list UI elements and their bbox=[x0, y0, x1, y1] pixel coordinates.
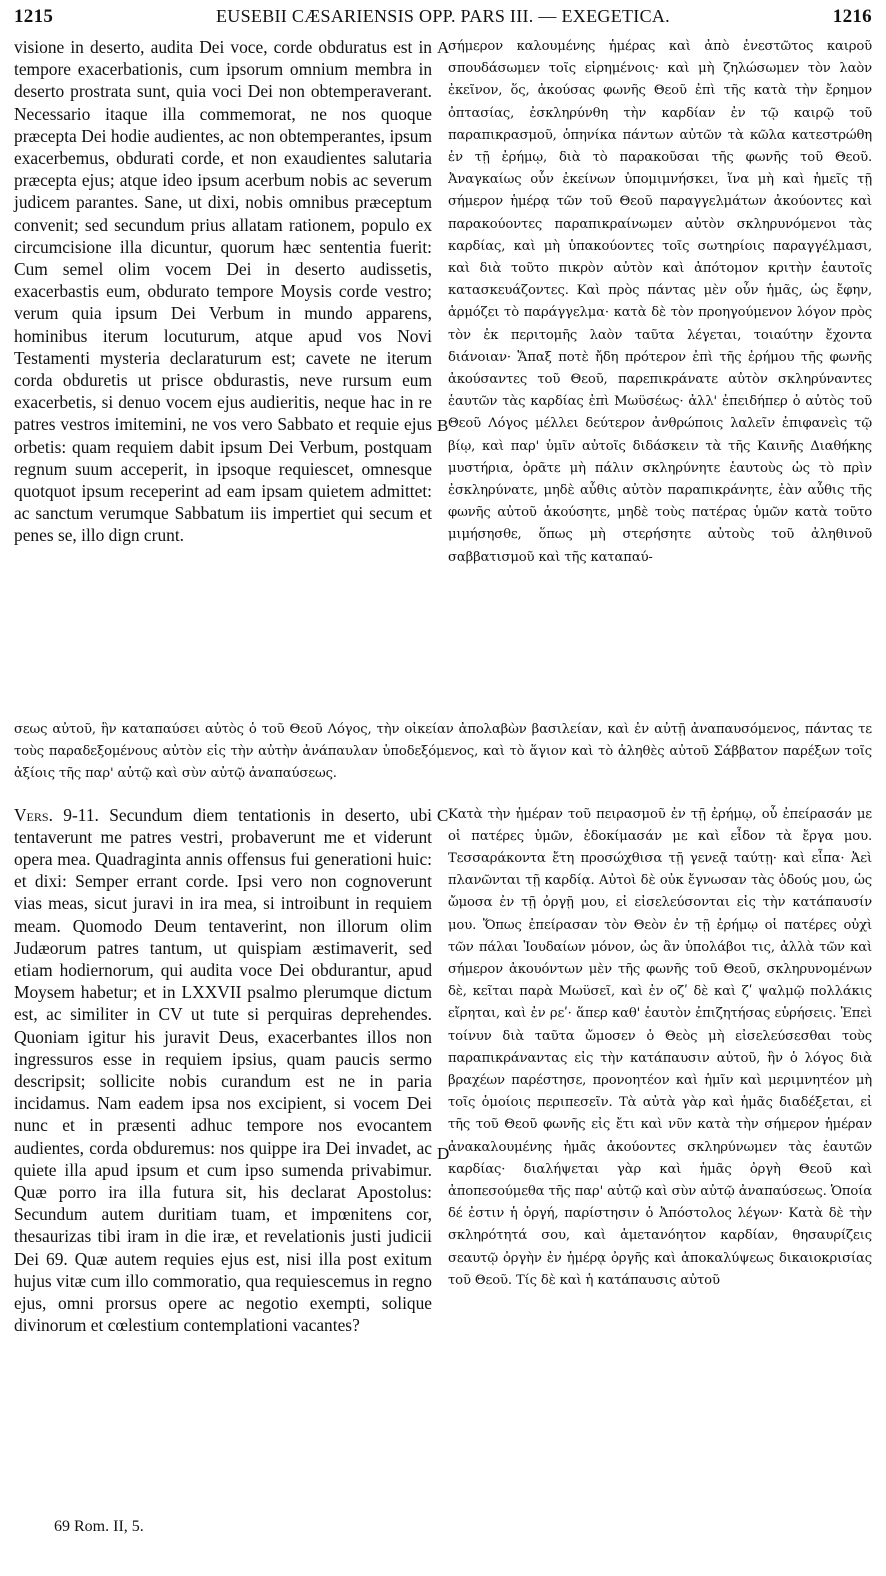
greek-text-1: σήμερον καλουμένης ἡμέρας καὶ ἀπὸ ἐνεστῶτος καιροῦ σπουδάσωμεν τοῖς εἰρημένοις· καὶ μὴ ζηλώσωμεν τὸν λαὸν ἐκεῖνον, ὅς, ἀκούσας φωνῆς Θεοῦ ἐπὶ τῆς κατὰ τὴν ἔρημον ὀπτασίας, ἐσκληρύνθη τὴν καρδίαν ἐν τῷ καιρῷ τοῦ παραπικρασμοῦ, ὁπηνίκα πάντων αὐτῶν τὰ κῶλα κατεστρώθη ἐν τῇ ἐρήμῳ, διὰ τὸ παρακοῦσαι τῆς φωνῆς τοῦ Θεοῦ. Ἀναγκαίως οὖν ἐκείνων ὑπομιμνήσκει, ἵνα μὴ καὶ ἡμεῖς τῇ σήμερον ἡμέρᾳ τῶν τοῦ Θεοῦ παραγγελμάτων ἀκούοντες καὶ παρακούοντες παραπικραίνωμεν αὐτὸν σκληρυνόμενοι τὰς καρδίας, καὶ μὴ ὑπακούοντες τοῖς σωτηρίοις παραγγέλμασι, καὶ διὰ τοῦτο πικρὸν αὐτὸν καὶ ἀπότομον κριτὴν ἑαυτοῖς κατασκευάζοντες. Καὶ πρὸς πάντας μὲν οὖν ἡμᾶς, ὡς ἔφην, ἁρμόζει τὸ παράγγελμα· κατὰ δὲ τὸν προηγούμενον λόγον πρὸς τὸν ἐκ περιτομῆς λαὸν ταῦτα λέγεται, τοιαύτην ἔχοντα διάνοιαν· Ἅπαξ ποτὲ ἤδη πρότερον ἐπὶ τῆς ἐρήμου τῆς φωνῆς ἀκούσαντες τοῦ Θεοῦ, παρεπικράνατε αὐτὸν σκληρύναντες ἑαυτῶν τὰς καρδίας ἐπὶ Μωϋσέως· ἀλλ' ἐπειδήπερ ὁ αὐτὸς τοῦ Θεοῦ Λόγος μέλλει δεύτερον ἀνθρώποις λαλεῖν ἐπιφανεὶς τῷ βίῳ, καὶ παρ' ὑμῖν αὐτοῖς διδάσκειν τὰ τῆς Καινῆς Διαθήκης μυστήρια, ὁρᾶτε μὴ πάλιν σκληρύνητε ἑαυτοὺς ὡς τὸ πρὶν ἐσκληρύνατε, μηδὲ αὖθις αὐτὸν παραπικράνητε, ἐὰν αὖθις τῆς φωνῆς αὐτοῦ ἀκούσητε, μηδὲ τοὺς πατέρας ὑμῶν κατὰ τοῦτο μιμήσησθε, ὅπως μὴ στερήσητε αὐτοὺς τοῦ ἀληθινοῦ σαββατισμοῦ καὶ τῆς καταπαύ- bbox=[448, 39, 872, 565]
page-number-left: 1215 bbox=[14, 6, 54, 27]
greek-column-2 bbox=[448, 804, 872, 1494]
greek-column-1 bbox=[448, 36, 872, 719]
verse-label: Vers. 9-11. bbox=[14, 804, 99, 825]
latin-text-1: visione in deserto, audita Dei voce, corde obduratus est in tempore exacerbationis, cum ipsorum omnium membra in deserto prostrata sunt, quia voci Dei non obtemperaverant. Necessario itaque illa commemorat, ne nos quoque præcepta Dei hodie audientes, ac non obtemperantes, ipsum exacerbemus, obdurati corde, et non exaudientes salutaria præcepta ejus; atque ideo ipsum acerbum nobis ac severum judicem parantes. Sane, ut dixi, nobis omnibus præceptum convenit; sed secundum prius allatam rationem, populo ex circumcisione illa dicuntur, quorum hæc sententia fuerit: Cum semel olim vocem Dei in deserto audissetis, exacerbastis eum, obdurato tempore Moysis corde vestro; verum quia ipsum Dei Verbum in mundo apparens, hominibus iterum locuturum, atque apud vos Novi Testamenti mysteria declaraturum est; cavete ne iterum corda obduretis ut prisce obdurastis, neve rursum eum exacerbetis, si denuo vocem ejus audieritis, neque hac in re patres vestros imitemini, ne vos vero Sabbato et requie ejus orbetis: quam requiem dabit ipsum Dei Verbum, postquam regnum suum acceperit, in ipsoque requiescet, omnesque quotquot ipsum receperint ad eam ipsam quietem admittet: ac sanctum verumque Sabbatum iis impertiet qui secum et penes se, illo dign crunt. bbox=[14, 37, 433, 546]
page-number-right: 1216 bbox=[832, 6, 872, 27]
section-2 bbox=[14, 804, 872, 1494]
latin-column-2 bbox=[14, 804, 432, 1494]
margin-marker-d: D bbox=[437, 1143, 450, 1163]
margin-marker-b: B bbox=[437, 416, 449, 435]
running-header bbox=[14, 6, 872, 32]
running-title: EUSEBII CÆSARIENSIS OPP. PARS III. — EXEGETICA. bbox=[216, 6, 670, 26]
section-1 bbox=[14, 36, 872, 719]
margin-marker-a: A bbox=[437, 38, 450, 57]
latin-column-1 bbox=[14, 36, 432, 719]
latin-text-2 bbox=[14, 804, 432, 1337]
footnote: 69 Rom. II, 5. bbox=[54, 1517, 144, 1535]
greek-text-wide: σεως αὐτοῦ, ἣν καταπαύσει αὐτὸς ὁ τοῦ Θεοῦ Λόγος, τὴν οἰκείαν ἀπολαβὼν βασιλείαν, καὶ ἐν αὐτῇ ἀναπαυσόμενος, πάντας τε τοὺς παραδεξομένους αὐτὸν εἰς τὴν αὐτὴν ἀνάπαυλαν ὑποδεξόμενος, καὶ τὸ ἅγιον καὶ τὸ ἀληθὲς αὐτοῦ Σάββατον παρέξων τοῖς ἀξίοις τῆς παρ' αὐτῷ καὶ σὺν αὐτῷ ἀναπαύσεως. bbox=[14, 722, 872, 782]
latin-text-2-body: Secundum diem tentationis in deserto, ubi tentaverunt me patres vestri, probaverunt me et viderunt opera mea. Quadraginta annis offensus fui generationi huic: et dixi: Semper errant corde. Ipsi vero non cognoverunt vias meas, sicut juravi in ira mea, si introibunt in requiem meam. Quomodo Deum tentaverint, non illorum olim Judæorum patres tantum, ut quispiam æstimaverit, sed etiam hodiernorum, qui audita voce Dei obdurantur, apud Moysem habetur; et in LXXVII psalmo plerumque dictum est, ac similiter in CV ut tute si perquiras deprehendes. Quoniam igitur his juravit Deus, exacerbantes illos non ingressuros esse in requiem ipsius, quam paucis sermo descripsit; sollicite nobis curandum est ne in paria incidamus. Nam eadem ipsa nos excipient, si vocem Dei nunc et in præsenti adhuc tempore nos evocantem audientes, corda obduremus: nos quippe ira Dei invadet, ac quiete illa apud ipsum et cum ipso sumenda privabimur. Quæ porro ira illa futura sit, his declarat Apostolus: Secundum autem duritiam tuam, et impœnitens cor, thesaurizas tibi iram in die iræ, et revelationis justi judicii Dei 69. Quæ autem requies ejus est, nisi illa post exitum hujus vitæ cum illo commoratio, qua requiescemus in regno ejus, omni prorsus opere ac negotio exempti, solique divinorum et cœlestium contemplationi vacantes? bbox=[14, 804, 433, 1336]
greek-text-2: Κατὰ τὴν ἡμέραν τοῦ πειρασμοῦ ἐν τῇ ἐρήμῳ, οὗ ἐπείρασάν με οἱ πατέρες ὑμῶν, ἐδοκίμασάν με καὶ εἶδον τὰ ἔργα μου. Τεσσαράκοντα ἔτη προσώχθισα τῇ γενεᾷ ταύτῃ· καὶ εἶπα· Ἀεὶ πλανῶνται τῇ καρδίᾳ. Αὐτοὶ δὲ οὐκ ἔγνωσαν τὰς ὁδούς μου, ὡς ὤμοσα ἐν τῇ ὀργῇ μου, εἰ εἰσελεύσονται εἰς τὴν κατάπαυσίν μου. Ὅπως ἐπείρασαν τὸν Θεὸν ἐν τῇ ἐρήμῳ οἱ πατέρες οὐχὶ τῶν πάλαι Ἰουδαίων μόνον, ὡς ἂν ὑπολάβοι τις, ἀλλὰ τῶν καὶ σήμερον ἀκουόντων μὲν τῆς φωνῆς τοῦ Θεοῦ, σκληρυνομένων δὲ, κεῖται παρὰ Μωϋσεῖ, καὶ ἐν οζʹ δὲ καὶ ζʹ ψαλμῷ πολλάκις εἴρηται, καὶ ἐν ρεʹ· ἅπερ καθ' ἑαυτὸν ἐπιζητήσας εὑρήσεις. Ἐπεὶ τοίνυν διὰ ταῦτα ὤμοσεν ὁ Θεὸς μὴ εἰσελεύσεσθαι τοὺς παραπικράναντας εἰς τὴν κατάπαυσιν αὐτοῦ, ἣν ὁ λόγος διὰ βραχέων παρέστησε, προνοητέον καὶ ἡμῖν καὶ μεριμνητέον μὴ τοῖς ὁμοίοις περιπεσεῖν. Τὰ αὐτὰ γὰρ καὶ ἡμᾶς διαδέξεται, εἰ τῆς τοῦ Θεοῦ φωνῆς εἰς ἔτι καὶ νῦν κατὰ τὴν σήμερον ἡμέραν ἀνακαλουμένης ἡμᾶς ἀκούοντες σκληρύνωμεν τὰς ἑαυτῶν καρδίας· διαλήψεται γὰρ καὶ ἡμᾶς ὀργὴ Θεοῦ καὶ ἀποπεσούμεθα τῆς παρ' αὐτῷ καὶ σὺν αὐτῷ ἀναπαύσεως. Ὁποία δέ ἐστιν ἡ ὀργή, παρίστησιν ὁ Ἀπόστολος λέγων· Κατὰ δὲ τὴν σκληρότητά σου, καὶ ἀμετανόητον καρδίαν, θησαυρίζεις σεαυτῷ ὀργὴν ἐν ἡμέρᾳ ὀργῆς καὶ ἀποκαλύψεως δικαιοκρισίας τοῦ Θεοῦ. Τίς δὲ καὶ ἡ κατάπαυσις αὐτοῦ bbox=[448, 806, 872, 1288]
margin-marker-c: C bbox=[437, 805, 449, 825]
